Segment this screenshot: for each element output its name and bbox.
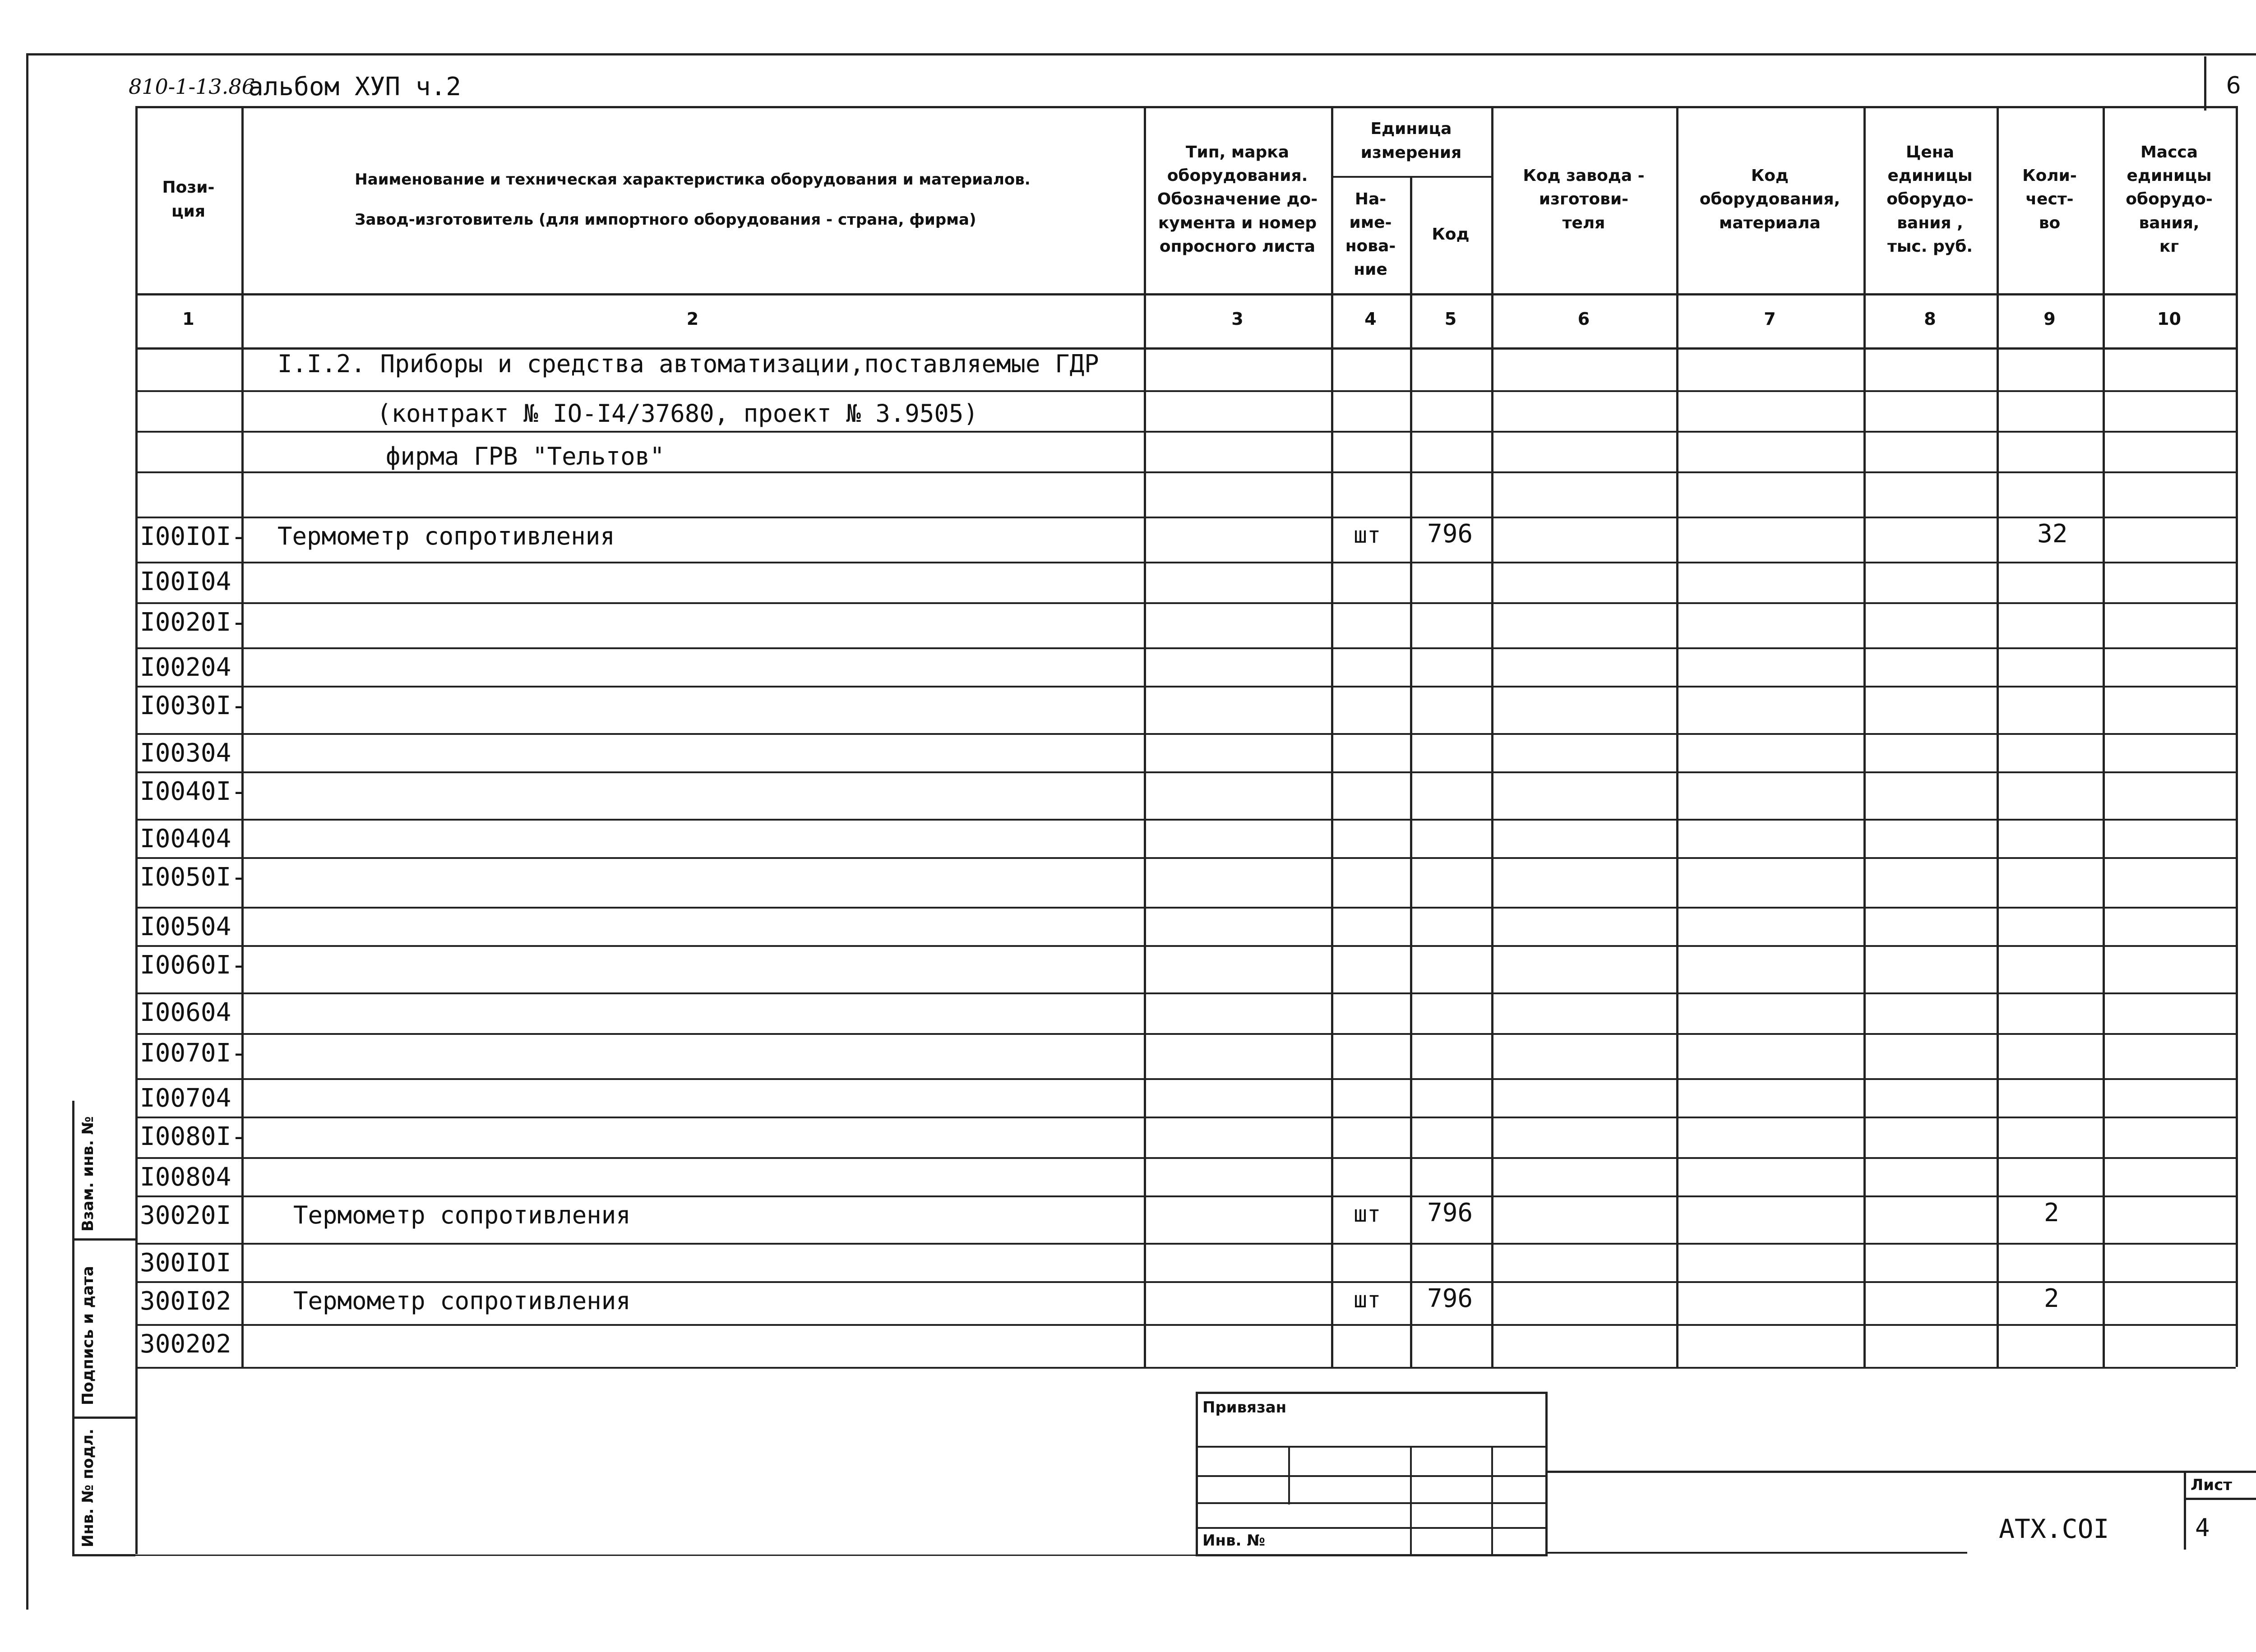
row-position: 30020I (140, 1201, 231, 1230)
row-unit: шт (1354, 1201, 1381, 1227)
row-line (135, 562, 2236, 563)
binding-inv-label: Инв. № (1202, 1532, 1266, 1550)
header-bottom-line (135, 293, 2236, 295)
row-code: 796 (1427, 1284, 1473, 1313)
row-unit: шт (1354, 522, 1381, 548)
section-contract: (контракт № IO-I4/37680, проект № 3.9505) (377, 399, 978, 428)
row-position: I0060I- (140, 951, 247, 980)
inv-podl-label: Инв. № подл. (79, 1428, 97, 1547)
column-number: 8 (1924, 309, 1936, 329)
row-quantity: 32 (2037, 519, 2068, 549)
side-stamp-sep-2 (72, 1417, 135, 1419)
column-header: Пози- ция (162, 178, 215, 221)
column-line (1410, 176, 1412, 1367)
binding-row-4 (1196, 1527, 1548, 1529)
row-position: I00I04 (140, 567, 231, 596)
row-position: I00404 (140, 824, 231, 854)
row-position: I0020I- (140, 608, 247, 637)
row-code: 796 (1427, 519, 1473, 549)
row-line (135, 1078, 2236, 1080)
row-line (135, 1117, 2236, 1118)
row-position: I0050I- (140, 863, 247, 892)
row-position: I0080I- (140, 1122, 247, 1151)
row-line (135, 1195, 2236, 1197)
row-position: I00804 (140, 1163, 231, 1192)
row-position: I0030I- (140, 691, 247, 720)
column-number: 3 (1231, 309, 1244, 329)
column-header: Цена единицы оборудо- вания , тыс. руб. (1886, 143, 1974, 256)
column-header: Код (1432, 225, 1470, 244)
row-position: I00604 (140, 998, 231, 1027)
binding-col-2 (1410, 1446, 1412, 1556)
row-name: Термометр сопротивления (293, 1201, 631, 1229)
row-line (135, 647, 2236, 649)
row-line (135, 517, 2236, 518)
column-line (2236, 106, 2238, 1367)
column-header: На- име- нова- ние (1345, 189, 1396, 279)
row-position: 300202 (140, 1329, 231, 1359)
row-name: Термометр сопротивления (293, 1287, 631, 1315)
doc-code: АТХ.СОI (1999, 1514, 2109, 1544)
column-line (1676, 106, 1678, 1367)
section-title: I.I.2. Приборы и средства автоматизации,поставляемые ГДР (277, 350, 1099, 378)
side-stamp-left (72, 1101, 74, 1556)
binding-title: Привязан (1202, 1398, 1287, 1417)
vzam-inv-label: Взам. инв. № (79, 1116, 97, 1232)
column-header: Тип, марка оборудования. Обозначение до- кумента и номер опросного листа (1157, 143, 1318, 256)
side-stamp-bottom (72, 1554, 135, 1556)
row-position: I0070I- (140, 1038, 247, 1068)
row-position: I00704 (140, 1084, 231, 1113)
sheet-box-left (2184, 1471, 2186, 1550)
row-position: 300I02 (140, 1287, 231, 1316)
column-line (2103, 106, 2105, 1367)
column-number: 6 (1577, 309, 1590, 329)
column-number: 5 (1444, 309, 1457, 329)
row-quantity: 2 (2044, 1198, 2059, 1227)
row-position: I00IOI- (140, 522, 247, 551)
row-code: 796 (1427, 1198, 1473, 1227)
binding-col-1 (1288, 1446, 1290, 1504)
handwritten-code: 810-1-13.86 (129, 74, 255, 99)
row-line (135, 771, 2236, 773)
column-number: 4 (1364, 309, 1377, 329)
row-quantity: 2 (2044, 1284, 2059, 1313)
row-line (135, 992, 2236, 994)
row-line (135, 686, 2236, 688)
column-header: Код завода - изготови- теля (1523, 166, 1645, 232)
column-number: 2 (686, 309, 699, 329)
row-line (135, 1281, 2236, 1283)
top-border (27, 53, 2256, 55)
section-firm: фирма ГРВ "Тельтов" (386, 442, 665, 471)
row-position: I0040I- (140, 777, 247, 806)
row-line (135, 733, 2236, 735)
column-number: 10 (2157, 309, 2181, 329)
row-line (135, 602, 2236, 604)
column-header: Код оборудования, материала (1699, 166, 1840, 232)
row-position: I00204 (140, 653, 231, 682)
bottom-line-left (135, 1555, 1196, 1556)
binding-row-3 (1196, 1502, 1548, 1504)
row-line (135, 390, 2236, 392)
title-block-top (1548, 1471, 2256, 1473)
column-line (1997, 106, 1999, 1367)
row-line (135, 1157, 2236, 1159)
binding-row-1 (1196, 1446, 1548, 1448)
row-position: I00504 (140, 912, 231, 941)
row-line (135, 945, 2236, 947)
column-header: Наименование и техническая характеристика оборудования и материалов. Завод-изготовитель (для импортного оборудования - страна, фирма) (355, 171, 1031, 229)
column-number: 1 (182, 309, 194, 329)
row-position: I00304 (140, 738, 231, 768)
row-line (135, 857, 2236, 859)
column-line (1144, 106, 1146, 1367)
side-stamp-sep-1 (72, 1238, 135, 1241)
column-header: Масса единицы оборудо- вания, кг (2126, 143, 2213, 256)
row-line (135, 819, 2236, 821)
row-line (135, 1367, 2236, 1369)
column-line (241, 106, 244, 1367)
row-line (135, 1243, 2236, 1245)
row-line (135, 1033, 2236, 1035)
sheet-label: Лист (2191, 1476, 2232, 1494)
left-border (26, 53, 28, 1610)
bottom-line-right (1548, 1552, 1967, 1554)
page-number: 6 (2226, 72, 2241, 99)
page-number-box-left (2204, 56, 2206, 111)
binding-col-3 (1491, 1446, 1493, 1556)
sheet-box-sep (2184, 1498, 2256, 1500)
row-line (135, 907, 2236, 909)
binding-row-2 (1196, 1475, 1548, 1477)
column-line (1491, 106, 1493, 1367)
row-position: 300IOI (140, 1248, 231, 1278)
column-number: 7 (1764, 309, 1776, 329)
row-line (135, 1324, 2236, 1326)
unit-group-header: Единица измерения (1360, 120, 1462, 162)
album-title: альбом ХУП ч.2 (248, 72, 462, 102)
column-line (1331, 106, 1333, 1367)
column-number: 9 (2043, 309, 2056, 329)
column-header: Коли- чест- во (2022, 166, 2077, 232)
row-line (135, 431, 2236, 433)
sheet-number: 4 (2195, 1514, 2210, 1542)
podpis-label: Подпись и дата (79, 1266, 97, 1405)
row-line (135, 471, 2236, 473)
row-unit: шт (1354, 1287, 1381, 1313)
column-line (1863, 106, 1866, 1367)
row-name: Термометр сопротивления (277, 522, 615, 550)
